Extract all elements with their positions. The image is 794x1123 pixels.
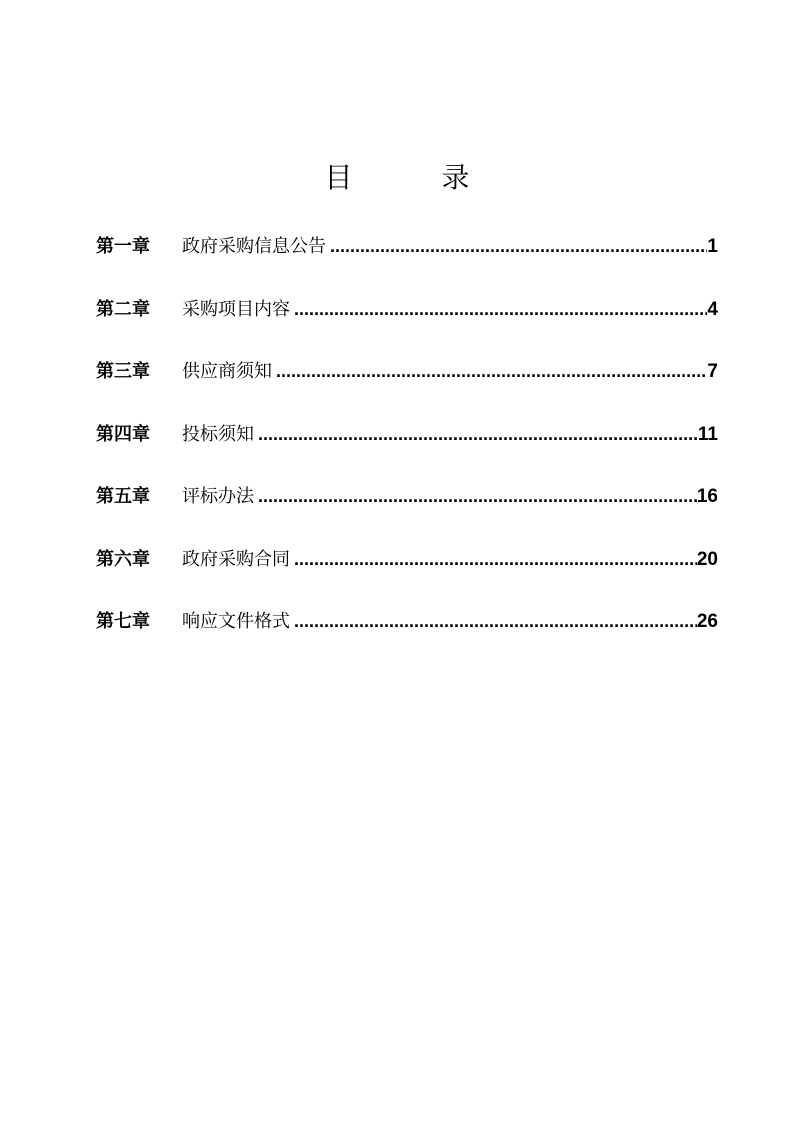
toc-page-number: 26 [696, 611, 718, 632]
toc-entry-chapter-5[interactable] [96, 482, 718, 545]
toc-dot-leader [258, 486, 697, 507]
toc-entry-chapter-2[interactable] [96, 295, 718, 358]
toc-chapter-title: 评标办法 [182, 486, 254, 507]
toc-dot-leader [294, 549, 697, 570]
toc-dot-leader [294, 299, 707, 320]
toc-chapter-title: 响应文件格式 [182, 611, 290, 632]
toc-dot-leader [330, 236, 707, 257]
toc-dot-leader [276, 361, 707, 382]
toc-page-number: 4 [707, 298, 718, 320]
toc-title: 目 录 [324, 161, 510, 194]
toc-page-number: 16 [696, 486, 718, 507]
toc-chapter-title: 采购项目内容 [182, 298, 290, 320]
toc-dot-leader [294, 611, 697, 632]
toc-chapter-number: 第一章 [96, 236, 150, 257]
toc-entry-chapter-4[interactable] [96, 420, 718, 483]
toc-page-number: 1 [707, 236, 718, 257]
toc-chapter-title: 供应商须知 [182, 361, 272, 382]
toc-list [96, 232, 718, 670]
toc-chapter-number: 第七章 [96, 611, 150, 632]
toc-page-number: 20 [696, 548, 718, 570]
toc-chapter-number: 第六章 [96, 548, 150, 570]
toc-entry-chapter-7[interactable] [96, 607, 718, 670]
toc-chapter-title: 投标须知 [182, 423, 254, 445]
toc-chapter-title: 政府采购信息公告 [182, 236, 326, 257]
toc-entry-chapter-1[interactable] [96, 232, 718, 295]
toc-chapter-title: 政府采购合同 [182, 548, 290, 570]
toc-dot-leader [258, 424, 698, 445]
toc-chapter-number: 第三章 [96, 361, 150, 382]
toc-page-number: 7 [707, 361, 718, 382]
toc-page-number: 11 [697, 423, 718, 445]
toc-chapter-number: 第五章 [96, 486, 150, 507]
toc-entry-chapter-3[interactable] [96, 357, 718, 420]
toc-entry-chapter-6[interactable] [96, 545, 718, 608]
toc-chapter-number: 第四章 [96, 423, 150, 445]
toc-chapter-number: 第二章 [96, 298, 150, 320]
